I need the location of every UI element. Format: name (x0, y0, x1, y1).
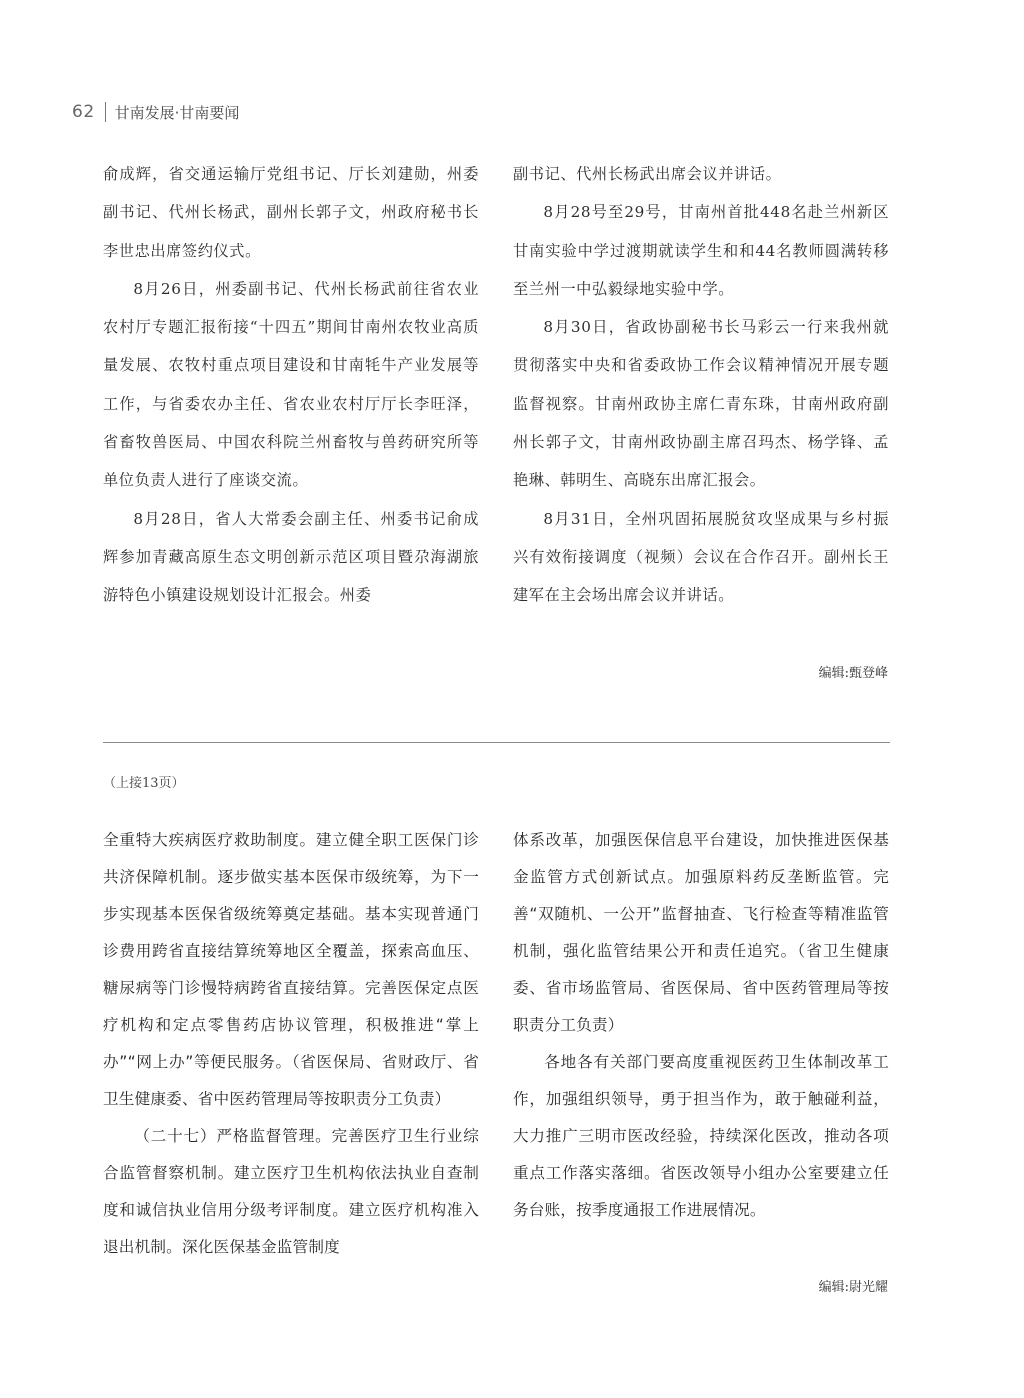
top-article-right-column (513, 155, 889, 615)
paragraph: 8月28日，省人大常委会副主任、州委书记俞成辉参加青藏高原生态文明创新示范区项目暨尕海湖旅游特色小镇建设规划设计汇报会。州委 (103, 509, 479, 605)
paragraph: （二十七）严格监督管理。完善医疗卫生行业综合监管督察机制。建立医疗卫生机构依法执业自查制度和诚信执业信用分级考评制度。建立医疗机构准入退出机制。深化医保基金监管制度 (103, 1127, 479, 1256)
paragraph: 全重特大疾病医疗救助制度。建立健全职工医保门诊共济保障机制。逐步做实基本医保市级统筹，为下一步实现基本医保省级统筹奠定基础。基本实现普通门诊费用跨省直接结算统筹地区全覆盖，探索高血压、糖尿病等门诊慢特病跨省直接结算。完善医保定点医疗机构和定点零售药店协议管理，积极推进“掌上办”“网上办”等便民服务。（省医保局、省财政厅、省卫生健康委、省中医药管理局等按职责分工负责） (103, 831, 479, 1108)
paragraph: 体系改革，加强医保信息平台建设，加快推进医保基金监管方式创新试点。加强原料药反垄断监管。完善“双随机、一公开”监督抽查、飞行检查等精准监管机制，强化监管结果公开和责任追究。（省卫生健康委、省市场监管局、省医保局、省中医药管理局等按职责分工负责） (513, 831, 889, 1034)
header-divider (105, 102, 106, 122)
continued-from-note: （上接13页） (103, 776, 185, 791)
bottom-article-left-column (103, 822, 479, 1266)
editor-credit: 编辑:甄登峰 (818, 666, 888, 681)
page-header (72, 98, 239, 126)
editor-credit: 编辑:尉光耀 (818, 1280, 888, 1295)
top-article-left-column (103, 155, 479, 615)
paragraph: 副书记、代州长杨武出席会议并讲话。 (513, 165, 782, 183)
paragraph: 8月30日，省政协副秘书长马彩云一行来我州就贯彻落实中央和省委政协工作会议精神情况开展专题监督视察。甘南州政协主席仁青东珠，甘南州政府副州长郭子文，甘南州政协副主席召玛杰、杨学锋、孟艳琳、韩明生、高晓东出席汇报会。 (513, 318, 889, 490)
paragraph: 8月31日，全州巩固拓展脱贫攻坚成果与乡村振兴有效衔接调度（视频）会议在合作召开。副州长王建军在主会场出席会议并讲话。 (513, 509, 889, 605)
paragraph: 各地各有关部门要高度重视医药卫生体制改革工作，加强组织领导，勇于担当作为，敢于触碰利益，大力推广三明市医改经验，持续深化医改，推动各项重点工作落实落细。省医改领导小组办公室要建立任务台账，按季度通报工作进展情况。 (513, 1053, 889, 1219)
bottom-article-right-column (513, 822, 889, 1229)
section-title: 甘南发展·甘南要闻 (114, 103, 240, 122)
paragraph: 8月28号至29号，甘南州首批448名赴兰州新区甘南实验中学过渡期就读学生和和44名教师圆满转移至兰州一中弘毅绿地实验中学。 (513, 203, 889, 298)
paragraph: 俞成辉，省交通运输厅党组书记、厅长刘建勋，州委副书记、代州长杨武，副州长郭子文，州政府秘书长李世忠出席签约仪式。 (103, 165, 479, 260)
section-divider (103, 742, 890, 743)
page-number: 62 (72, 102, 95, 122)
paragraph: 8月26日，州委副书记、代州长杨武前往省农业农村厅专题汇报衔接“十四五”期间甘南州农牧业高质量发展、农牧村重点项目建设和甘南牦牛产业发展等工作，与省委农办主任、省农业农村厅厅长李旺泽，省畜牧兽医局、中国农科院兰州畜牧与兽药研究所等单位负责人进行了座谈交流。 (103, 279, 479, 490)
